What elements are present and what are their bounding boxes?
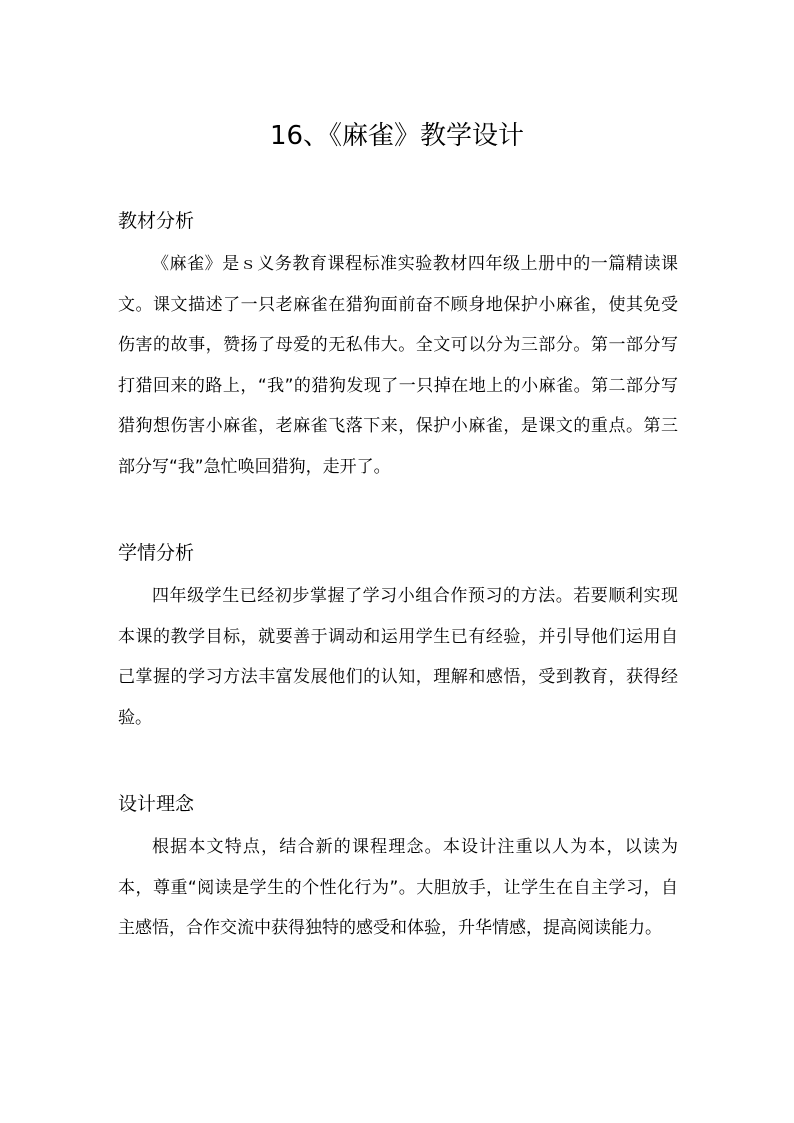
section-paragraph: 《麻雀》是ｓ义务教育课程标准实验教材四年级上册中的一篇精读课文。课文描述了一只老麻雀在猎狗面前奋不顾身地保护小麻雀，使其免受伤害的故事，赞扬了母爱的无私伟大。全文可以分为三部分。第一部分写打猎回来的路上，“我”的猎狗发现了一只掉在地上的小麻雀。第二部分写猎狗想伤害小麻雀，老麻雀飞落下来，保护小麻雀，是课文的重点。第三部分写“我”急忙唤回猎狗，走开了。	[118, 254, 678, 477]
section-heading: 学情分析	[118, 542, 195, 564]
document-title: 16、《麻雀》教学设计	[269, 121, 525, 151]
section-student-analysis	[118, 538, 678, 738]
section-paragraph: 根据本文特点，结合新的课程理念。本设计注重以人为本，以读为本，尊重“阅读是学生的个性化行为”。大胆放手，让学生在自主学习，自主感悟，合作交流中获得独特的感受和体验，升华情感，提高阅读能力。	[118, 837, 678, 938]
section-design-concept	[118, 789, 678, 949]
section-heading: 教材分析	[118, 210, 195, 232]
section-heading: 设计理念	[118, 793, 195, 815]
section-textbook-analysis	[118, 206, 678, 487]
section-paragraph: 四年级学生已经初步掌握了学习小组合作预习的方法。若要顺利实现本课的教学目标，就要善于调动和运用学生已有经验，并引导他们运用自己掌握的学习方法丰富发展他们的认知，理解和感悟，受到教育，获得经验。	[118, 586, 678, 728]
